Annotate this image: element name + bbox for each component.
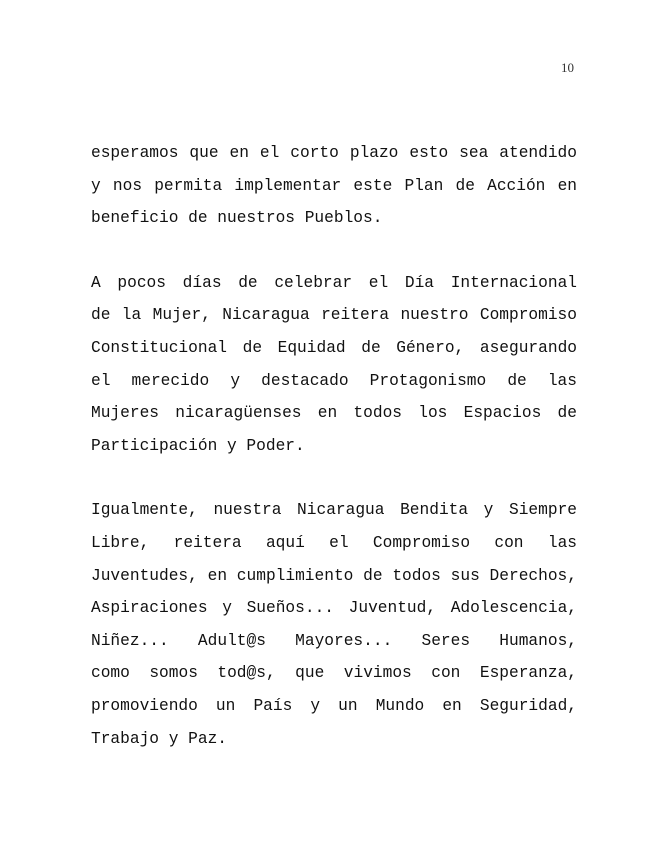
text-line: y nos permita implementar este Plan de Acción en xyxy=(91,176,577,195)
text-line: como somos tod@s, que vivimos con Esperanza, xyxy=(91,664,577,683)
paragraph-dia-de-la-mujer xyxy=(91,267,577,463)
text-line: Igualmente, nuestra Nicaragua Bendita y Siempre xyxy=(91,501,577,520)
text-line: de la Mujer, Nicaragua reitera nuestro Compromiso xyxy=(91,306,577,325)
text-line: esperamos que en el corto plazo esto sea atendido xyxy=(91,144,577,162)
document-body xyxy=(91,137,577,787)
text-line: Constitucional de Equidad de Género, asegurando xyxy=(91,338,577,357)
text-line: Participación y Poder. xyxy=(91,436,305,455)
text-line: el merecido y destacado Protagonismo de las xyxy=(91,371,577,390)
text-line: Trabajo y Paz. xyxy=(91,729,227,748)
text-line: Libre, reitera aquí el Compromiso con las xyxy=(91,533,577,552)
paragraph-plan-de-accion xyxy=(91,137,577,235)
text-line: Aspiraciones y Sueños... Juventud, Adolescencia, xyxy=(91,599,577,618)
text-line: promoviendo un País y un Mundo en Seguridad, xyxy=(91,696,577,715)
paragraph-juventudes xyxy=(91,494,577,755)
page-number: 10 xyxy=(561,60,574,75)
text-line: A pocos días de celebrar el Día Internacional xyxy=(91,273,577,292)
text-line: Mujeres nicaragüenses en todos los Espacios de xyxy=(91,404,577,423)
text-line: Juventudes, en cumplimiento de todos sus Derechos, xyxy=(91,566,577,585)
text-line: beneficio de nuestros Pueblos. xyxy=(91,209,383,228)
text-line: Niñez... Adult@s Mayores... Seres Humanos, xyxy=(91,631,577,650)
